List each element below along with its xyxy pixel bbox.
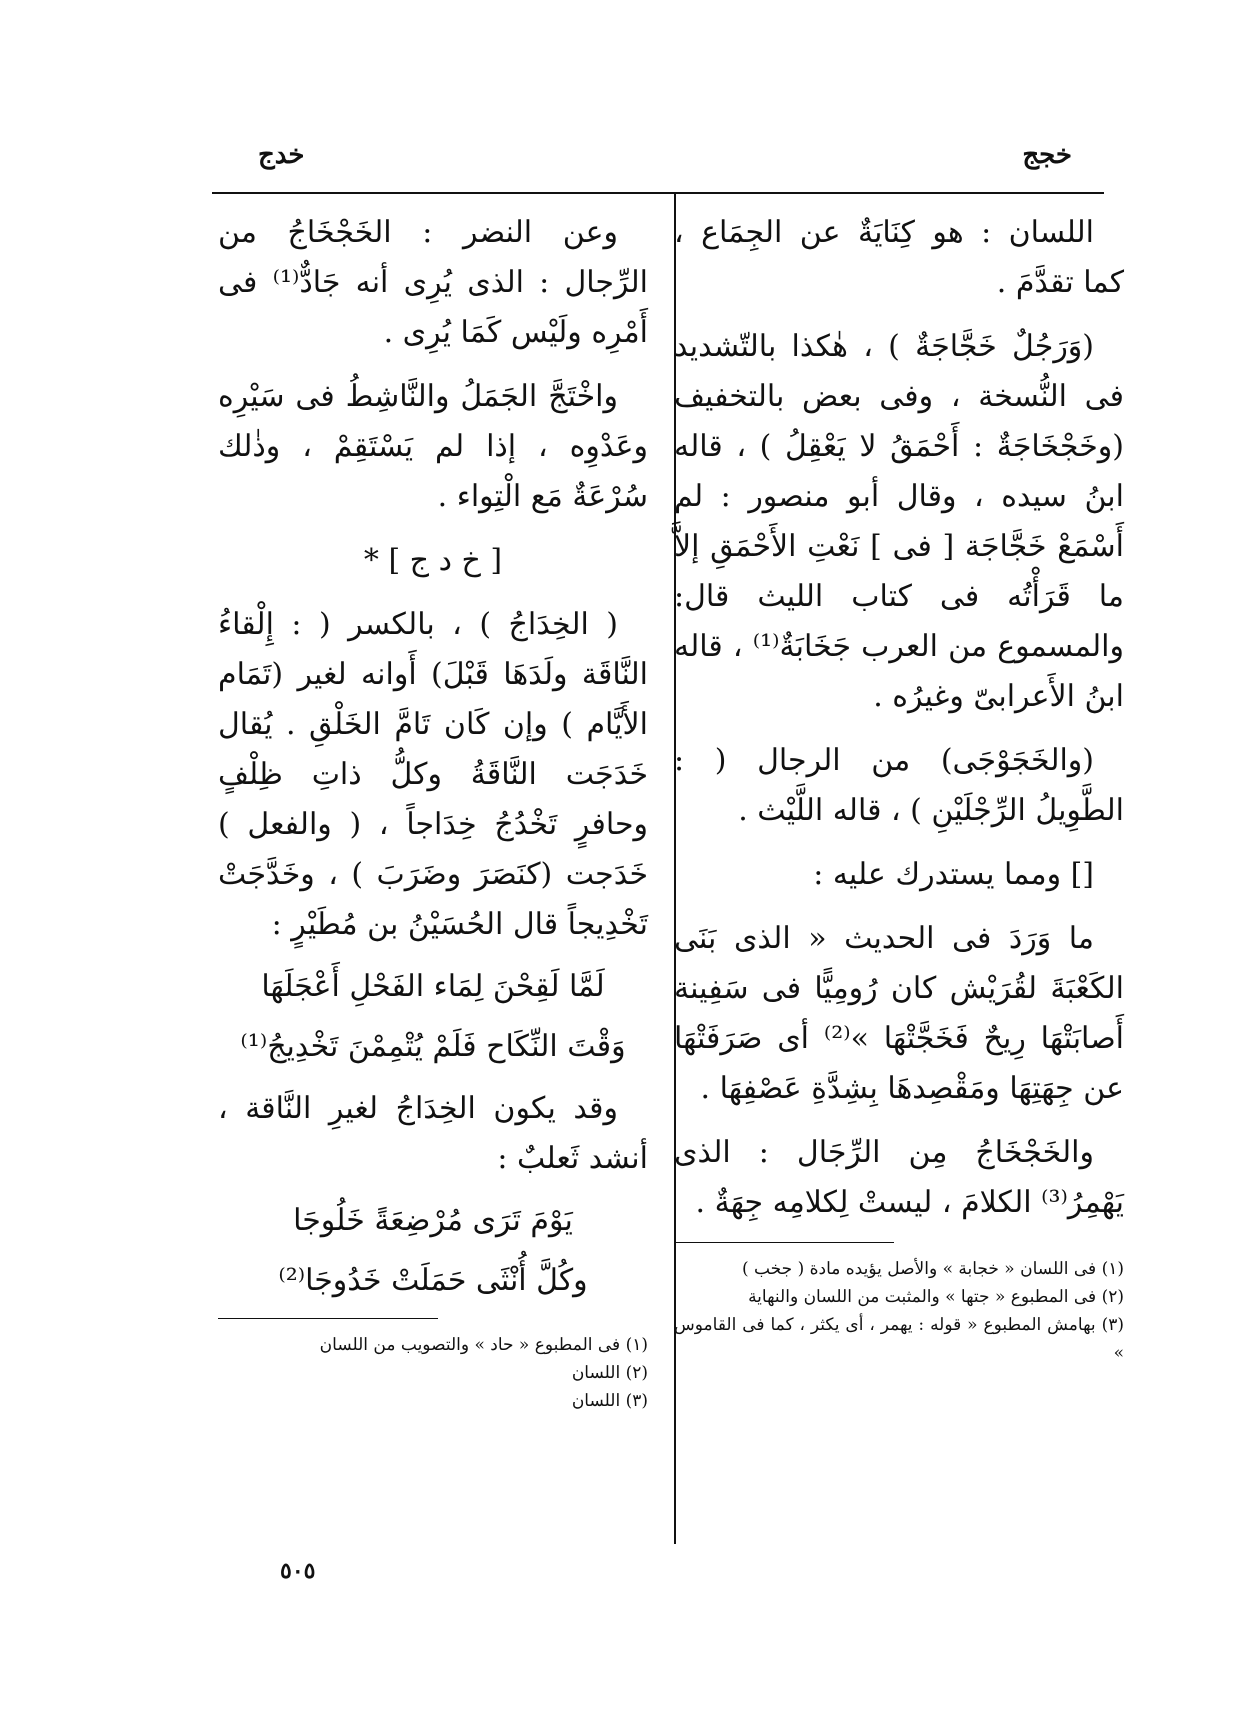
right-column [674,208,1124,1367]
paragraph: واخْتَجَّ الجَمَلُ والنَّاشِطُ فى سَيْرِه وعَدْوِه ، إذا لم يَسْتَقِمْ ، وذٰلك سُرْعَةٌ مَع الْتِواء . [218,379,648,514]
paragraph: ما وَرَدَ فى الحديث « الذى بَنَى الكَعْبَةَ لقُرَيْش كان رُومِيًّا فى سَفِينة أَصابَتْهَا رِيحٌ فَخَجَّتْهَا »⁽²⁾ أى صَرَفَتْهَا عن جِهَتِهَا ومَقْصِدهَا بِشِدَّةِ عَصْفِهَا . [674,921,1124,1106]
verse-line: وكُلَّ أُنْثَى حَمَلَتْ خَدُوجَا⁽²⁾ [278,1263,588,1298]
paragraph: وعن النضر : الخَجْخَاجُ من الرِّجال : الذى يُرِى أنه جَادٌّ⁽¹⁾ فى أَمْرِه ولَيْس كَمَا يُرِى . [218,215,649,350]
left-column [218,208,648,1415]
footnote: (١) فى اللسان « خجابة » والأصل يؤيده مادة ( جخب ) [741,1259,1124,1279]
paragraph: [] ومما يستدرك عليه : [813,857,1094,892]
header-rule [212,192,1104,194]
footnote-rule [218,1318,438,1319]
verse-line: وَقْتَ النِّكَاح فَلَمْ يُتْمِمْنَ تَخْدِيجُ⁽¹⁾ [240,1029,626,1064]
paragraph: ( الخِدَاجُ ) ، بالكسر ( : إِلْقاءُ النَّاقَة ولَدَهَا قَبْلَ) أَوانه لغير (تَمَام الأَيَّام ) وإن كَان تَامَّ الخَلْقِ . يُقال خَدَجَت النَّاقَةُ وكلُّ ذاتِ ظِلْفٍ وحافرٍ تَخْدُجُ خِدَاجاً ، ( والفعل ) خَدَجت (كنَصَرَ وضَرَبَ ) ، وخَدَّجَتْ تَخْدِيجاً قال الحُسَيْنُ بن مُطَيْرٍ : [218,607,648,942]
footnote: (٢) فى المطبوع « جتها » والمثبت من اللسان والنهاية [748,1287,1124,1307]
verse-line: يَوْمَ تَرَى مُرْضِعَةً خَلُوجَا [293,1203,573,1238]
footnotes [674,1255,1124,1367]
footnotes [218,1331,648,1415]
page-number: ٥٠٥ [280,1558,316,1584]
footnote-rule [674,1242,894,1243]
footnote: (٢) اللسان [571,1363,648,1383]
footnote: (١) فى المطبوع « حاد » والتصويب من اللسان [319,1335,648,1355]
footnote: (٣) بهامش المطبوع « قوله : يهمر ، أى يكثر ، كما فى القاموس » [674,1315,1124,1363]
verse-line: لَمَّا لَقِحْنَ لِمَاء الفَحْلِ أَعْجَلَهَا [261,969,605,1004]
entry-heading: [ خ د ج ] * [363,543,503,578]
running-header-left: خدج [258,140,305,170]
paragraph: (وَرَجُلٌ خَجَّاجَةٌ ) ، هٰكذا بالتّشديد فى النُّسخة ، وفى بعض بالتخفيف (وخَجْخَاجَةٌ : أَحْمَقُ لا يَعْقِلُ ) ، قاله ابنُ سيده ، وقال أبو منصور : لم أَسْمَعْ خَجَّاجَة [ فى ] نَعْتِ الأَحْمَقِ إلاَّ ما قَرَأْتُه فى كتاب الليث قال: والمسموع من العرب جَخَابَةٌ⁽¹⁾ ، قاله ابنُ الأَعرابىّ وغيرُه . [674,329,1124,714]
paragraph: والخَجْخَاجُ مِن الرِّجَال : الذى يَهْمِرُ⁽³⁾ الكلامَ ، ليستْ لِكلامِه جِهَةٌ . [674,1135,1124,1220]
running-header-right: خجج [1022,140,1072,170]
paragraph: وقد يكون الخِدَاجُ لغيرِ النَّاقة ، أنشد ثَعلبٌ : [218,1091,648,1176]
footnote: (٣) اللسان [571,1391,648,1411]
paragraph: اللسان : هو كِنَايَةٌ عن الجِمَاع ، كما تقدَّمَ . [674,215,1124,300]
paragraph: (والخَجَوْجَى) من الرجال ( : الطَّوِيلُ الرِّجْلَيْنِ ) ، قاله اللَّيْث . [674,743,1124,828]
